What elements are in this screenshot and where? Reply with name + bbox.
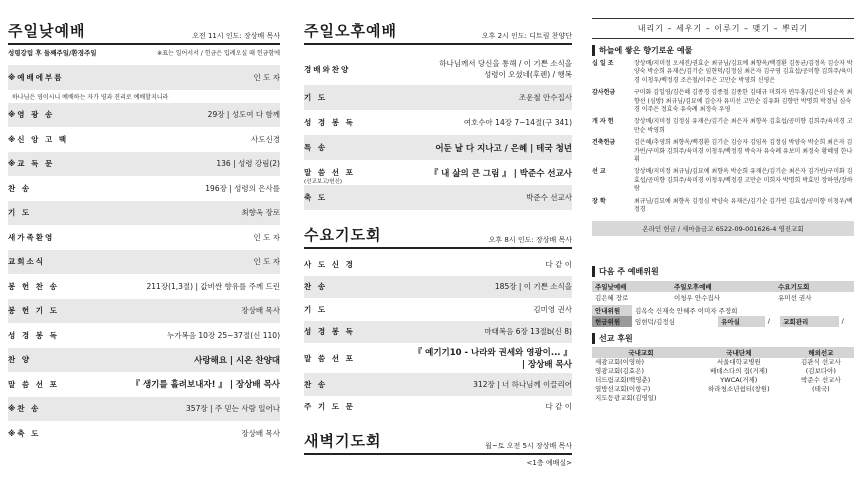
service-row <box>8 176 280 201</box>
bank-info: 온라인 헌금 / 새마을금고 6522-09-001626-4 영진교회 <box>592 221 854 236</box>
service-row <box>8 201 280 226</box>
row-value: 어둔 날 다 지나고 / 은혜 | 테국 청년 <box>435 143 572 154</box>
offering-row <box>592 168 854 193</box>
offering-label: 선 교 <box>592 168 606 176</box>
row-label: 찬 양 <box>8 355 32 365</box>
section-meta: 오후 8시 인도: 장상배 목사 <box>488 236 572 244</box>
row-label: 경배와찬양 <box>304 64 351 74</box>
sub-line <box>8 48 280 57</box>
service-row <box>8 127 280 152</box>
row-value: 136 | 성령 강림(2) <box>216 159 280 169</box>
service-row <box>8 103 280 128</box>
church-theme: 내리기 – 세우기 – 이루기 – 맺기 – 뿌리기 <box>592 18 854 39</box>
volunteer-table <box>592 305 854 327</box>
row-value: 하나님께서 당신을 통해 / 이 기쁜 소식을 성령이 오셨네(후렌) / 행복 <box>439 59 572 79</box>
row-label: 봉 헌 찬 송 <box>8 281 59 291</box>
sermon-subnote: (선교보고/헌신) <box>304 179 343 185</box>
row-value: 여호수아 14장 7~14절(구 341) <box>463 118 572 127</box>
mission-heading: 국내단체 <box>726 348 752 357</box>
offering-row <box>592 198 854 215</box>
row-label: 기 도 <box>8 208 32 218</box>
row-value: 장상배 목사 <box>241 428 280 438</box>
row-value: 인 도 자 <box>253 257 280 267</box>
row-label: 찬 송 <box>304 379 328 389</box>
guide-label: 안내위원 <box>592 305 632 316</box>
mission-cell: 하라청소년쉼터(창원) <box>708 384 770 393</box>
service-row <box>304 396 572 419</box>
section-meta: 월~토 오전 5시 장상배 목사 <box>485 442 572 450</box>
service-row <box>8 397 280 422</box>
mission-cell: YWCA(거제) <box>720 375 758 384</box>
row-label: 성 경 봉 독 <box>304 118 355 127</box>
mission-cell: 김관식 선교사 <box>801 357 841 366</box>
service-row <box>304 53 572 85</box>
row-value: 196장 | 성령의 은사를 <box>205 183 280 193</box>
service-row <box>8 372 280 397</box>
row-value: 『 예기기10 - 나라와 권세와 영광이... 』 | 장상배 목사 <box>413 348 572 370</box>
section-header <box>304 224 572 249</box>
section-header <box>304 430 572 455</box>
next-week-heading: 주일오후예배 <box>673 282 712 291</box>
offering-row <box>592 89 854 114</box>
row-label: 말 씀 선 포 <box>8 379 59 389</box>
offering-names: 김은혜/추영희 최향옥/백경환 김기순 김승자 김임옥 김정심 박양숙 박순희 최은자 김가빈/구미화 김희주/육미경 이청우/백정경 박숙자 유숙례 유보미 최정숙 황혜영 한나휘 <box>634 139 853 164</box>
service-row <box>8 348 280 373</box>
row-label: 성 경 봉 독 <box>8 330 59 340</box>
dawn-location: <1층 예배실> <box>526 459 572 467</box>
mission-heading: 해외선교 <box>808 348 834 357</box>
offering-label: 개 자 헌 <box>592 118 614 126</box>
mission-cell: 세광교회(이영하) <box>595 357 645 366</box>
row-label: 기 도 <box>304 304 328 314</box>
service-row <box>304 85 572 110</box>
offering-title: 하늘에 쌓은 향기로운 예물 <box>592 45 854 56</box>
section-title: 수요기도회 <box>304 226 382 244</box>
row-value: 조운철 안수집사 <box>518 93 572 102</box>
row-label: ※찬 송 <box>8 404 41 414</box>
row-value: 인 도 자 <box>253 72 280 82</box>
child-val: / <box>767 317 770 325</box>
row-label: ※예배에부름 <box>8 72 64 82</box>
service-row <box>8 323 280 348</box>
mission-row <box>592 358 854 367</box>
row-label: 말 씀 선 포 <box>304 168 355 177</box>
row-value: 사랑해요 | 시온 찬양대 <box>194 355 280 366</box>
row-value: 185장 | 이 기쁜 소식을 <box>494 282 572 292</box>
service-row <box>8 65 280 90</box>
row-value: 29장 | 성도여 다 함께 <box>207 110 280 120</box>
section-title: 새벽기도회 <box>304 432 382 450</box>
service-row <box>304 298 572 321</box>
mission-cell: 열방선교회(이항구) <box>595 384 651 393</box>
next-week-leader: 김은혜 장로 <box>595 293 629 302</box>
column-afternoon <box>304 0 572 481</box>
row-value: 김미영 권사 <box>533 304 572 314</box>
service-row <box>8 225 280 250</box>
section-header <box>8 20 280 45</box>
offering-names: 장상배/지미정 김정심 유재은/김기순 최은자 최향옥 김효섭/공미향 김희주/육미경 고만순 박영희 <box>634 118 853 134</box>
service-row <box>304 253 572 276</box>
offering-row <box>592 60 854 85</box>
row-value: 『 생기를 흘려보내자! 』 | 장상배 목사 <box>131 380 280 391</box>
row-label: 기 도 <box>304 93 328 102</box>
service-row <box>304 343 572 373</box>
offering-row <box>592 118 854 135</box>
section-meta: 오전 11시 인도: 장상배 목사 <box>192 32 280 40</box>
section-title: 주일오후예배 <box>304 22 397 40</box>
row-label: 찬 송 <box>304 282 328 292</box>
next-week-leader: 이청우 안수집사 <box>673 293 720 302</box>
row-value: 312장 | 너 하나님께 이끌리어 <box>473 379 572 389</box>
row-label: ※교 독 문 <box>8 159 55 169</box>
row-label: 찬 송 <box>8 183 32 193</box>
row-value: 357장 | 주 믿는 사람 일어나 <box>186 404 280 414</box>
row-value: 박준수 선교사 <box>526 193 572 202</box>
call-to-worship-text: 하나님은 영이시니 예배하는 자가 영과 진리로 예배할지니라 <box>12 93 169 101</box>
section-title: 주일낮예배 <box>8 22 86 40</box>
row-value: 『 내 삶의 큰 그림 』 | 박준수 선교사 <box>429 168 572 179</box>
next-week-leader: 유미선 권사 <box>778 293 812 302</box>
row-label: ※영 광 송 <box>8 110 55 120</box>
service-subtitle: 성령강림 후 둘째주일/환경주일 <box>8 49 97 57</box>
mission-cell <box>690 394 788 403</box>
next-week-table <box>592 281 854 303</box>
service-row <box>8 299 280 324</box>
row-value: 최향옥 장로 <box>241 208 280 218</box>
row-value: 다 같 이 <box>545 259 572 269</box>
row-label: 축 도 <box>304 193 328 202</box>
next-week-heading: 주일낮예배 <box>595 282 627 291</box>
row-label: 사 도 신 경 <box>304 259 355 269</box>
child-label: 유아실 <box>718 316 765 327</box>
mission-row <box>592 394 854 403</box>
offering-label: 십 일 조 <box>592 60 614 67</box>
service-row <box>304 135 572 160</box>
row-label: 교회소식 <box>8 257 45 267</box>
offering-list <box>592 60 854 215</box>
mgmt-val: / <box>841 317 844 325</box>
mgmt-label: 교회관리 <box>780 316 838 327</box>
section-meta: 오후 2시 인도: 디트림 찬양단 <box>481 32 572 40</box>
service-row <box>8 274 280 299</box>
row-label: 봉 헌 기 도 <box>8 306 59 316</box>
row-label: ※신 앙 고 백 <box>8 134 69 144</box>
service-row <box>304 321 572 344</box>
service-row <box>304 276 572 299</box>
mission-cell: 지도등광교회(김영일) <box>595 393 657 402</box>
mission-cell: (김보다아) <box>805 366 836 375</box>
section-header <box>304 20 572 45</box>
offering-names: 최규님/김묘예 최향옥 김정심 박양숙 유재은/김기순 김가빈 김효섭/공미향 이청우/백정경 <box>634 197 853 214</box>
row-value: 마태복음 6장 13절b(신 8) <box>484 327 572 337</box>
mission-cell: 박준수 선교사 <box>801 375 841 384</box>
row-value: 장상배 목사 <box>241 306 280 316</box>
mission-row <box>592 367 854 376</box>
offer-label: 헌금위원 <box>592 316 632 327</box>
row-value: 다 같 이 <box>545 402 572 412</box>
mission-cell <box>788 394 854 403</box>
row-label: ※축 도 <box>8 428 41 438</box>
service-row <box>8 152 280 177</box>
offer-names: 임현덕/김정심 <box>635 317 675 326</box>
order-of-service <box>8 65 280 446</box>
mission-heading: 국내교회 <box>628 348 654 357</box>
mission-row <box>592 385 854 394</box>
offering-label: 장 학 <box>592 197 606 205</box>
mission-table <box>592 347 854 403</box>
service-row <box>304 373 572 396</box>
row-label: 말 씀 선 포 <box>304 353 355 363</box>
mission-cell: 베데스다의 집(거제) <box>710 366 768 375</box>
row-value: 211장(1,3절) | 값비싼 향유를 주께 드린 <box>146 281 280 291</box>
offering-names: 장상배/지미정 오세진/권효순 최규님/김묘예 최향옥/백경환 김동균/김정옥 김승자 박양숙 박순희 유재은/김기순 임현덕/김정심 최은자 김구영 김효섭/공미향 김희주/육미경 이청우/백정경 조은철/이주은 고만순 박영희 신영은 <box>634 60 853 84</box>
mission-cell: (테국) <box>812 384 830 393</box>
wednesday-order <box>304 253 572 418</box>
row-label: 특 송 <box>304 143 328 152</box>
service-row <box>8 250 280 275</box>
offering-row <box>592 139 854 164</box>
mission-title: 선교 후원 <box>592 333 854 344</box>
mission-cell: 더드림교회(백영춘) <box>595 375 651 384</box>
row-label: 성 경 봉 독 <box>304 327 355 337</box>
offering-names: 장상배/지미정 최규님/김묘예 최향옥 박순희 유재은/김기순 최은자 김가빈/구미화 김효섭/공미향 김희주/육미경 이청우/백정경 고만순 미희자 박명희 박효민 장하연/장하람 <box>634 168 853 193</box>
row-value: 사도신경 <box>251 134 280 144</box>
offering-names: 구미화 김일영/김은혜 김종경 김종철 김종한 김태규 미희자 연두홍/김은미 임순옥 최향선 (심방) 최규님/김묘예 김승자 유미선 고만순 김유화 김향만 박명희 박정님 심숙경 이주은 정효숙 유숙례 최정숙 우영 <box>634 89 853 114</box>
service-note: ※표는 일어서서 / 헌금은 입례오실 때 헌금함에 <box>157 50 280 57</box>
next-week-title: 다음 주 예배위원 <box>592 266 854 277</box>
mission-row <box>592 376 854 385</box>
service-row <box>304 110 572 135</box>
offering-label: 건축헌금 <box>592 139 616 147</box>
next-week-heading: 수요기도회 <box>778 282 810 291</box>
column-offerings <box>592 0 854 481</box>
column-sunday-morning <box>8 0 280 481</box>
row-label: 주 기 도 문 <box>304 402 355 412</box>
row-value: 인 도 자 <box>253 232 280 242</box>
mission-cell: 서울대학교병원 <box>716 357 761 366</box>
offering-label: 감사헌금 <box>592 89 616 97</box>
afternoon-order <box>304 53 572 210</box>
service-row <box>304 185 572 210</box>
row-value: 누가복음 10장 25~37절(신 110) <box>167 330 280 340</box>
guide-names: 김옥숙 신재숙 안혜주 이미자 주정희 <box>635 306 738 315</box>
mission-cell: 영광교회(김효은) <box>595 366 645 375</box>
service-row <box>8 421 280 446</box>
row-label: 새가족환영 <box>8 232 55 242</box>
